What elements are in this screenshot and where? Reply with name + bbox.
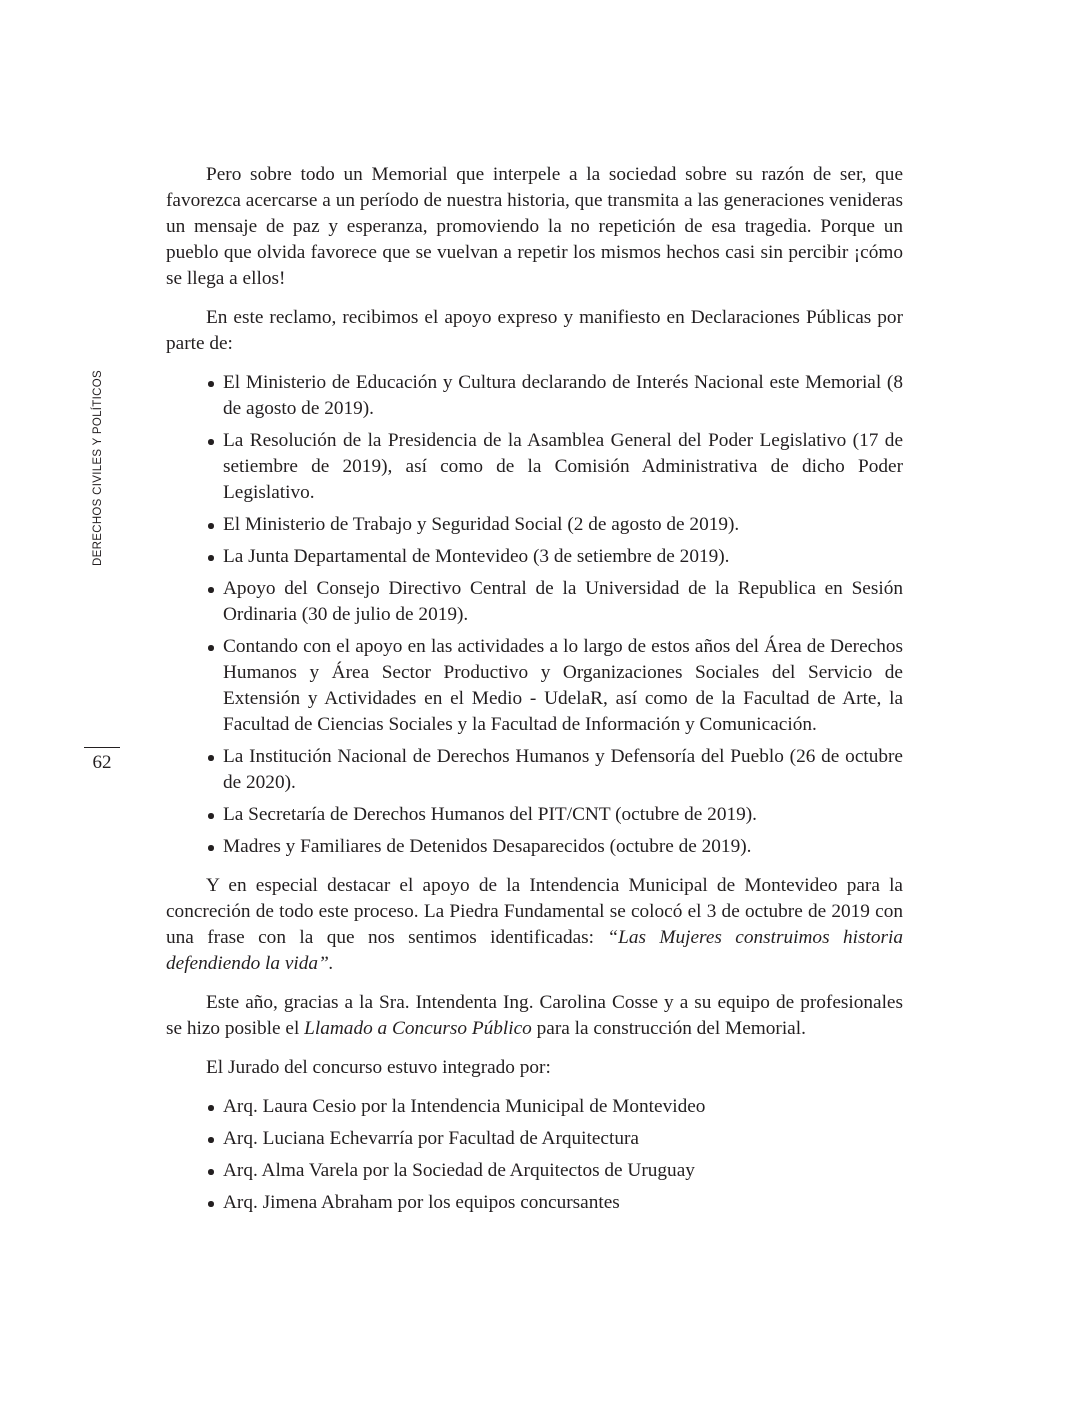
concurso-title: Llamado a Concurso Público	[304, 1018, 532, 1039]
list-item: La Secretaría de Derechos Humanos del PIT/CNT (octubre de 2019).	[223, 802, 903, 828]
paragraph-jury-intro: El Jurado del concurso estuvo integrado por:	[206, 1057, 551, 1078]
paragraph-intendencia-text: Y en especial destacar el apoyo de la Intendencia Municipal de Montevideo para la concreción de todo este proceso. La Piedra Fundamental se colocó el 3 de octubre de 2019 con una frase con la que nos sentimos identificadas:	[166, 875, 903, 948]
list-item: Contando con el apoyo en las actividades a lo largo de estos años del Área de Derechos Humanos y Área Sector Productivo y Organizaciones Sociales del Servicio de Extensión y Actividades en el Medio - UdelaR, así como de la Facultad de Arte, la Facultad de Ciencias Sociales y la Facultad de Información y Comunicación.	[223, 634, 903, 738]
list-item: Arq. Laura Cesio por la Intendencia Municipal de Montevideo	[223, 1094, 903, 1120]
running-title: DERECHOS CIVILES Y POLÍTICOS	[92, 370, 104, 566]
list-item: La Resolución de la Presidencia de la Asamblea General del Poder Legislativo (17 de setiembre de 2019), así como de la Comisión Administrativa de dicho Poder Legislativo.	[223, 428, 903, 506]
list-item: La Institución Nacional de Derechos Humanos y Defensoría del Pueblo (26 de octubre de 2020).	[223, 744, 903, 796]
body-text	[166, 162, 903, 1229]
list-item: Arq. Jimena Abraham por los equipos concursantes	[223, 1190, 903, 1216]
page-number-rule	[84, 747, 120, 748]
list-item: El Ministerio de Trabajo y Seguridad Social (2 de agosto de 2019).	[223, 512, 903, 538]
support-list	[166, 370, 903, 860]
list-item: Madres y Familiares de Detenidos Desaparecidos (octubre de 2019).	[223, 834, 903, 860]
paragraph-intendencia	[166, 873, 903, 977]
list-item: Arq. Luciana Echevarría por Facultad de Arquitectura	[223, 1126, 903, 1152]
jury-list	[166, 1094, 903, 1216]
list-item: La Junta Departamental de Montevideo (3 de setiembre de 2019).	[223, 544, 903, 570]
paragraph-concurso-text-end: para la construcción del Memorial.	[531, 1018, 806, 1039]
list-item: Apoyo del Consejo Directivo Central de la Universidad de la Republica en Sesión Ordinaria (30 de julio de 2019).	[223, 576, 903, 628]
paragraph-support-intro: En este reclamo, recibimos el apoyo expreso y manifiesto en Declaraciones Públicas por parte de:	[166, 307, 903, 354]
quote-phrase: “Las Mujeres construimos historia defendiendo la vida”.	[166, 927, 903, 974]
list-item: Arq. Alma Varela por la Sociedad de Arquitectos de Uruguay	[223, 1158, 903, 1184]
page-number: 62	[92, 752, 112, 773]
paragraph-concurso	[166, 990, 903, 1042]
list-item: El Ministerio de Educación y Cultura declarando de Interés Nacional este Memorial (8 de agosto de 2019).	[223, 370, 903, 422]
paragraph-concurso-text-start: Este año, gracias a la Sra. Intendenta Ing. Carolina Cosse y a su equipo de profesionales se hizo posible el	[166, 992, 903, 1039]
paragraph-memorial: Pero sobre todo un Memorial que interpele a la sociedad sobre su razón de ser, que favorezca acercarse a un período de nuestra historia, que transmita a las generaciones venideras un mensaje de paz y esperanza, promoviendo la no repetición de esa tragedia. Porque un pueblo que olvida favorece que se vuelvan a repetir los mismos hechos casi sin percibir ¡cómo se llega a ellos!	[166, 164, 903, 289]
